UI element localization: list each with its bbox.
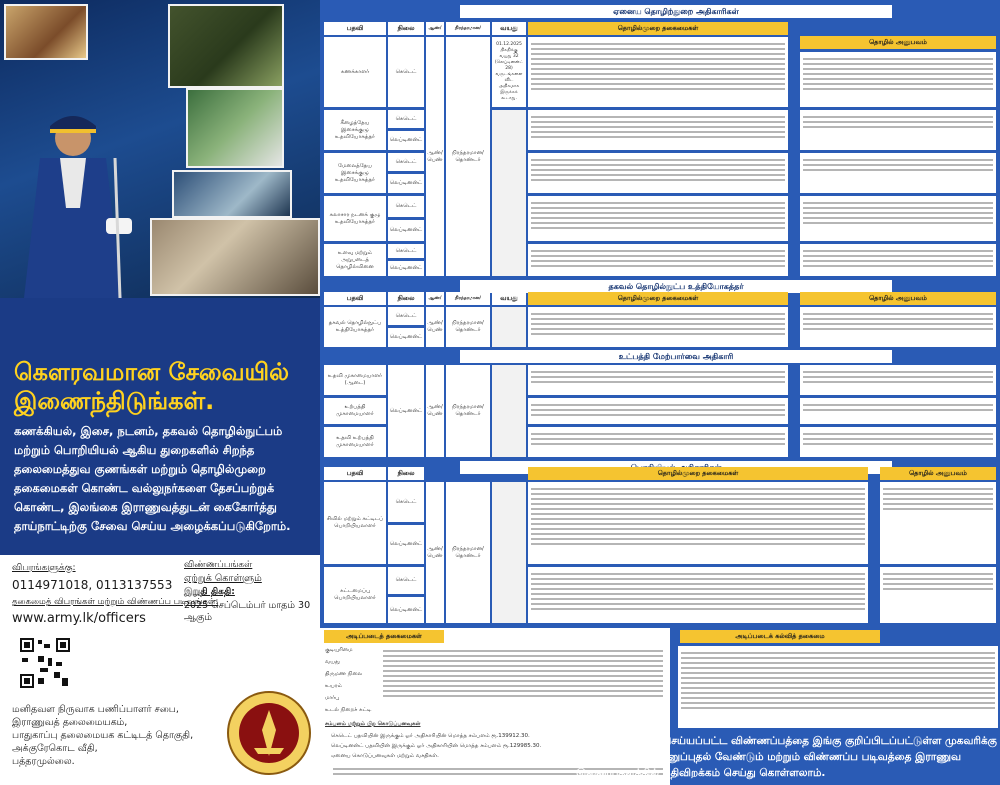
status-cadet: கெடெட் <box>388 37 424 107</box>
col-experience: தொழில் அனுபவம் <box>800 292 996 305</box>
status-cadet: கெடெட் <box>388 110 424 128</box>
gender-column: ஆண்/ பெண் <box>426 365 444 457</box>
col-age: வயது <box>492 292 526 305</box>
headline-line-2: இணைந்திடுங்கள். <box>14 387 215 415</box>
qualifications-text <box>528 365 788 395</box>
col-qualifications: தொழில்முறை தகைமைகள் <box>528 292 788 305</box>
experience-text <box>800 244 996 276</box>
website-link[interactable]: www.army.lk/officers <box>12 611 146 626</box>
headline <box>14 358 314 416</box>
qualifications-text <box>528 110 788 150</box>
education-header: அடிப்படைக் கல்வித் தகைமை <box>680 630 880 643</box>
post-structural-engineer: கட்டமைப்பு பொறியியலாளர் <box>324 567 386 623</box>
education-text <box>678 646 998 728</box>
officer-photo <box>186 88 284 168</box>
right-panel <box>320 0 1000 785</box>
experience-text <box>800 153 996 193</box>
basic-row-label: மார்பு <box>324 694 374 704</box>
service-column: நிரந்தரமான/ தொண்டர் <box>446 37 490 276</box>
basic-qualifications-header: அடிப்படைத் தகைமைகள் <box>324 630 444 643</box>
basic-row-label: உடல் நிறைச் சுட்டி <box>324 706 374 716</box>
left-panel <box>0 0 320 785</box>
address-line: பத்தரமுல்லை. <box>12 756 75 767</box>
age-limit: 01.12.2025 திகதிக்கு வயது 32 (லெப்டினன்ட் 28) வருடங்களை விட அதிகமாக இருக்கக் கூடாது. <box>492 37 526 107</box>
qualifications-text <box>528 244 788 276</box>
col-post: பதவி <box>324 467 386 480</box>
section-it-officer: தகவல் தொழில்நுட்ப உத்தியோகத்தர் <box>460 280 892 293</box>
basic-qualification-values <box>380 644 666 718</box>
contact-label: விபரங்களுக்கு: <box>12 563 76 573</box>
col-experience: தொழில் அனுபவம் <box>880 467 996 480</box>
section-other-officers: ஏனைய தொழிற்துறை அதிகாரிகள் <box>460 5 892 18</box>
post-it-officer: தகவல் தொழில்நுட்ப உத்தியோகத்தர் <box>324 307 386 347</box>
salary-line: ஏனைய கொடுப்பனவுகள் மற்றும் வசதிகள். <box>330 752 666 761</box>
qualifications-text <box>528 307 788 347</box>
qualifications-text <box>528 37 788 107</box>
col-qualifications: தொழில்முறை தகைமைகள் <box>528 467 868 480</box>
status-lieutenant: லெப்டினன்ட் <box>388 261 424 276</box>
basic-row-label: குடியுரிமை <box>324 646 374 656</box>
salary-header: சம்பளம் மற்றும் பிற கொடுப்பனவுகள் <box>324 720 524 730</box>
col-status: நிலை <box>388 292 424 305</box>
status-cadet: கெடெட் <box>388 307 424 325</box>
apply-method: ஏற்றுக் கொள்ளும் <box>184 573 262 584</box>
deadline-value: 2025 செப்டெம்பர் மாதம் 30 ஆகும் <box>184 600 311 623</box>
service-column: நிரந்தரமான/ தொண்டர் <box>446 365 490 457</box>
salary-line: கெடெட் பதவியின் இருக்கும் ஓர் அதிகாரியின் மொத்த சம்பளம் ரூ.139912.30. <box>330 732 666 741</box>
postal-address <box>12 703 193 768</box>
experience-text <box>800 398 996 424</box>
post-accountant: கணக்காளர் <box>324 37 386 107</box>
post-assistant-manager: உதவி முகாமையாளர் (ஆடை) <box>324 365 386 395</box>
qualifications-text <box>528 398 788 424</box>
intro-paragraph: கணக்கியல், இசை, நடனம், தகவல் தொழில்நுட்பம் மற்றும் பொறியியல் ஆகிய துறைகளில் சிறந்த தலைமைத்துவ குணங்கள் மற்றும் தொழில்முறை தகைமைகள் கொண்ட வல்லுநர்களை தேசப்பற்றுக் கொண்ட, இலங்கை இராணுவத்துடன் கைகோர்த்து தாய்நாட்டிற்கு சேவை செய்ய அழைக்கப்படுகிறோம். <box>14 424 291 533</box>
age-column <box>492 482 526 623</box>
deadline-label: இறுதி திகதி: <box>184 587 235 597</box>
status-lieutenant: லெப்டினன்ட் <box>388 365 424 457</box>
classroom-photo <box>150 218 320 296</box>
post-eastern-music: கீழைத்தேய இசைக்குழு உதவியோகத்தர் <box>324 110 386 150</box>
service-column: நிரந்தரமான/ தொண்டர் <box>446 482 490 623</box>
soldier-photo <box>168 4 284 88</box>
address-line: அக்குரேகொட வீதி, <box>12 743 98 754</box>
experience-text <box>880 482 996 564</box>
status-lieutenant: லெப்டினன்ட் <box>388 525 424 564</box>
section-production-officer: உட்பத்தி மேற்பார்வை அதிகாரி <box>460 350 892 363</box>
basic-row-label: திருமண நிலை <box>324 670 374 680</box>
qr-code-icon[interactable] <box>20 638 70 688</box>
col-service: நிரந்தரமான/ <box>446 292 490 305</box>
salary-line: லெப்டினன்ட் பதவியின் இருக்கும் ஓர் அதிகாரியின் மொத்த சம்பளம் ரூ.129985.30. <box>330 742 666 751</box>
experience-text <box>800 427 996 457</box>
age-column <box>492 307 526 347</box>
service-column: நிரந்தரமான/ தொண்டர் <box>446 307 490 347</box>
band-photo <box>172 170 292 218</box>
basic-row-label: வயது <box>324 658 374 668</box>
col-status: நிலை <box>388 22 424 35</box>
application-note: முறையாக பூர்த்தி செய்யப்பட்ட விண்ணப்பத்தை இங்கு குறிப்பிடப்பட்டுள்ள முகவரிக்கு பதிவுத் தபாலில் அனுப்புதல் வேண்டும் மற்றும் விண்ணப்ப படிவத்தை இராணுவ இணையதளத்தில் பதிவிறக்கம் செய்து கொள்ளலாம். <box>576 735 997 779</box>
col-experience: தொழில் அனுபவம் <box>800 36 996 49</box>
address-line: இராணுவத் தலைமையகம், <box>12 717 128 728</box>
post-western-music: மேலைத்தேய இசைக்குழு உதவியோகத்தர் <box>324 153 386 193</box>
experience-text <box>800 365 996 395</box>
basic-row-label: உயரம் <box>324 682 374 692</box>
post-cultural-dance: கலாசார நடனக் குழு உதவியோகத்தர் <box>324 196 386 241</box>
photo-collage <box>0 0 320 298</box>
qualifications-text <box>528 482 868 564</box>
address-line: பாதுகாப்பு தலைமையக கட்டிடத் தொகுதி, <box>12 730 194 741</box>
status-lieutenant: லெப்டினன்ட் <box>388 597 424 623</box>
experience-text <box>880 567 996 623</box>
status-cadet: கெடெட் <box>388 567 424 594</box>
qualifications-text <box>528 427 788 457</box>
qualifications-text <box>528 196 788 241</box>
details-label: தகைமைத் விபரங்கள் மற்றும் விண்ணப்ப படிவங்கள்: <box>12 597 219 607</box>
col-gender: ஆண்/ <box>426 22 444 35</box>
status-lieutenant: லெப்டினன்ட் <box>388 328 424 347</box>
headline-line-1: கௌரவமான சேவையில் <box>14 358 290 386</box>
status-lieutenant: லெப்டினன்ட் <box>388 220 424 241</box>
qualifications-text <box>528 567 868 623</box>
age-column <box>492 110 526 276</box>
qualifications-text <box>528 153 788 193</box>
phone-numbers[interactable]: 0114971018, 0113137553 <box>12 578 173 592</box>
post-production-manager: உற்பத்தி முகாமையாளர் <box>324 398 386 424</box>
col-age: வயது <box>492 22 526 35</box>
col-post: பதவி <box>324 22 386 35</box>
col-gender: ஆண்/ <box>426 292 444 305</box>
experience-text <box>800 307 996 347</box>
status-cadet: கெடெட் <box>388 196 424 217</box>
gender-column: ஆண்/ பெண் <box>426 482 444 623</box>
gender-column: ஆண்/ பெண் <box>426 307 444 347</box>
officer-figure <box>10 98 136 298</box>
col-post: பதவி <box>324 292 386 305</box>
status-cadet: கெடெட் <box>388 153 424 171</box>
experience-text <box>800 52 996 107</box>
army-crest-icon <box>226 690 312 776</box>
col-qualifications: தொழில்முறை தகைமைகள் <box>528 22 788 35</box>
address-line: மனிதவள நிருவாக பணிப்பாளர் சபை, <box>12 704 179 715</box>
dance-photo <box>4 4 88 60</box>
gender-column: ஆண்/ பெண் <box>426 37 444 276</box>
post-survey: உளவு மற்றும் அறுபடைத் தொழில்வினை <box>324 244 386 276</box>
post-civil-engineer: சிவில் மற்றும் கட்டிடப் பொறியியலாளர் <box>324 482 386 564</box>
status-lieutenant: லெப்டினன்ட் <box>388 174 424 193</box>
experience-text <box>800 110 996 150</box>
age-column <box>492 365 526 457</box>
experience-text <box>800 196 996 241</box>
status-cadet: கெடெட் <box>388 482 424 522</box>
status-cadet: கெடெட் <box>388 244 424 258</box>
col-status: நிலை <box>388 467 424 480</box>
post-assistant-production-manager: உதவி உற்பத்தி முகாமையாளர் <box>324 427 386 457</box>
status-lieutenant: லெப்டினன்ட் <box>388 131 424 150</box>
apply-label: விண்ணப்பங்கள் <box>184 560 253 570</box>
col-service: நிரந்தரமான/ <box>446 22 490 35</box>
